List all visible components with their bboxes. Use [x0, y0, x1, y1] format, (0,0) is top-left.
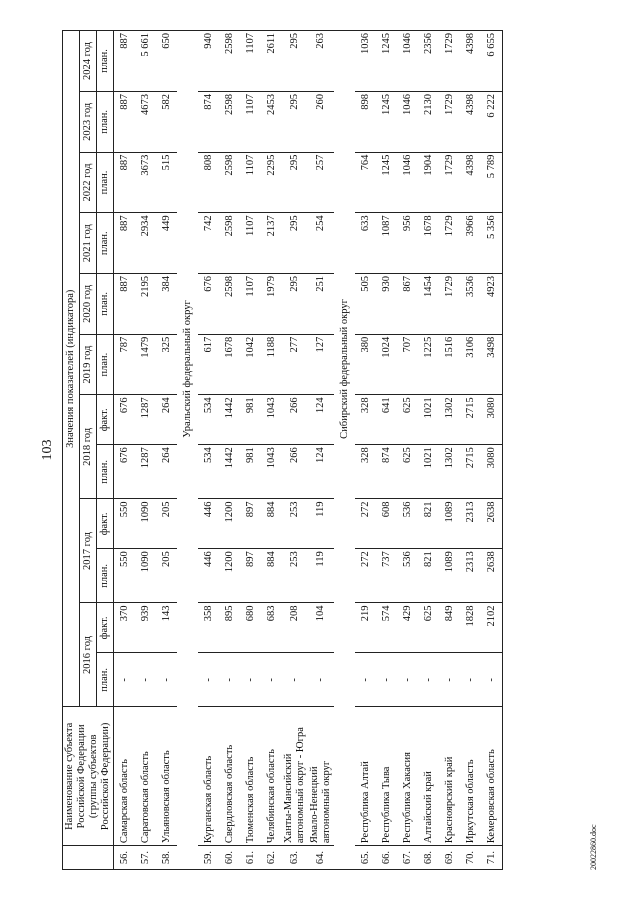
value-cell: 4398 [460, 91, 481, 152]
value-cell: 887 [114, 152, 136, 213]
subject-name: Ханты-Мансийский автономный округ - Югра [282, 707, 308, 846]
value-cell: 1200 [219, 549, 240, 603]
value-cell: - [418, 653, 439, 707]
value-cell: 3966 [460, 213, 481, 274]
value-cell: 742 [198, 213, 219, 274]
page-number: 103 [40, 439, 55, 461]
header-plan: план. [97, 91, 114, 152]
row-number: 69. [439, 846, 460, 870]
value-cell: 295 [282, 152, 308, 213]
value-cell: 127 [308, 334, 334, 395]
value-cell: 2102 [481, 603, 503, 653]
value-cell: 1287 [135, 445, 156, 499]
value-cell: 737 [376, 549, 397, 603]
value-cell: 676 [114, 395, 136, 445]
value-cell: 1043 [261, 445, 282, 499]
value-cell: 124 [308, 445, 334, 499]
value-cell: 676 [198, 274, 219, 335]
value-cell: 683 [261, 603, 282, 653]
value-cell: 897 [240, 499, 261, 549]
value-cell: 295 [282, 274, 308, 335]
value-cell: 1087 [376, 213, 397, 274]
value-cell: 1043 [261, 395, 282, 445]
value-cell: - [481, 653, 503, 707]
value-cell: 2934 [135, 213, 156, 274]
subject-name: Алтайский край [418, 707, 439, 846]
value-cell: 358 [198, 603, 219, 653]
table-row [397, 31, 418, 870]
value-cell: 2715 [460, 445, 481, 499]
header-indicator-values: Значения показателей (индикатора) [63, 31, 80, 707]
value-cell: 3080 [481, 395, 503, 445]
header-year: 2018 год [80, 395, 97, 499]
header-plan: план. [97, 274, 114, 335]
section-spacer [334, 707, 355, 870]
header-year: 2023 год [80, 91, 97, 152]
value-cell: 3536 [460, 274, 481, 335]
rotated-table-page [40, 30, 598, 870]
value-cell: 295 [282, 31, 308, 92]
value-cell: 887 [114, 274, 136, 335]
row-number: 57. [135, 846, 156, 870]
value-cell: 266 [282, 395, 308, 445]
header-year: 2021 год [80, 213, 97, 274]
value-cell: 1678 [418, 213, 439, 274]
value-cell: 956 [397, 213, 418, 274]
value-cell: 2638 [481, 549, 503, 603]
value-cell: 257 [308, 152, 334, 213]
value-cell: 887 [114, 213, 136, 274]
header-number [63, 846, 114, 870]
value-cell: 272 [355, 549, 376, 603]
value-cell: 1107 [240, 152, 261, 213]
value-cell: 1904 [418, 152, 439, 213]
value-cell: 1442 [219, 395, 240, 445]
value-cell: 119 [308, 499, 334, 549]
value-cell: 895 [219, 603, 240, 653]
row-number: 68. [418, 846, 439, 870]
value-cell: 821 [418, 549, 439, 603]
value-cell: 328 [355, 395, 376, 445]
header-year: 2022 год [80, 152, 97, 213]
value-cell: 1021 [418, 445, 439, 499]
value-cell: 104 [308, 603, 334, 653]
value-cell: 1516 [439, 334, 460, 395]
value-cell: - [282, 653, 308, 707]
header-plan: план. [97, 549, 114, 603]
subject-name: Тюменская область [240, 707, 261, 846]
value-cell: 1188 [261, 334, 282, 395]
value-cell: 328 [355, 445, 376, 499]
value-cell: 263 [308, 31, 334, 92]
value-cell: 1678 [219, 334, 240, 395]
section-row [334, 31, 355, 870]
value-cell: 2295 [261, 152, 282, 213]
value-cell: 2598 [219, 31, 240, 92]
value-cell: 898 [355, 91, 376, 152]
value-cell: 1107 [240, 31, 261, 92]
table-row [418, 31, 439, 870]
value-cell: 1200 [219, 499, 240, 549]
value-cell: 1729 [439, 213, 460, 274]
value-cell: 2638 [481, 499, 503, 549]
subject-name: Красноярский край [439, 707, 460, 846]
value-cell: 3498 [481, 334, 503, 395]
value-cell: 981 [240, 395, 261, 445]
value-cell: 1442 [219, 445, 240, 499]
value-cell: 808 [198, 152, 219, 213]
header-year: 2016 год [80, 603, 97, 707]
value-cell: - [308, 653, 334, 707]
row-number: 63. [282, 846, 308, 870]
value-cell: 1046 [397, 91, 418, 152]
value-cell: 295 [282, 213, 308, 274]
value-cell: 370 [114, 603, 136, 653]
value-cell: 264 [156, 395, 177, 445]
header-fact: факт. [97, 603, 114, 653]
value-cell: - [198, 653, 219, 707]
value-cell: 254 [308, 213, 334, 274]
value-cell: 1090 [135, 499, 156, 549]
header-year: 2017 год [80, 499, 97, 603]
row-number: 66. [376, 846, 397, 870]
value-cell: - [240, 653, 261, 707]
value-cell: 787 [114, 334, 136, 395]
value-cell: 5 356 [481, 213, 503, 274]
value-cell: 1828 [460, 603, 481, 653]
value-cell: 1107 [240, 91, 261, 152]
subject-name: Республика Хакасия [397, 707, 418, 846]
value-cell: - [261, 653, 282, 707]
row-number: 64. [308, 846, 334, 870]
row-number: 56. [114, 846, 136, 870]
header-plan: план. [97, 653, 114, 707]
value-cell: 2611 [261, 31, 282, 92]
header-plan: план. [97, 334, 114, 395]
subject-name: Кемеровская область [481, 707, 503, 846]
table-row [481, 31, 503, 870]
value-cell: 515 [156, 152, 177, 213]
value-cell: 5 661 [135, 31, 156, 92]
value-cell: 2195 [135, 274, 156, 335]
value-cell: 1089 [439, 499, 460, 549]
value-cell: 617 [198, 334, 219, 395]
value-cell: 625 [418, 603, 439, 653]
subject-name: Иркутская область [460, 707, 481, 846]
value-cell: 764 [355, 152, 376, 213]
value-cell: 143 [156, 603, 177, 653]
value-cell: 874 [376, 445, 397, 499]
value-cell: 6 655 [481, 31, 503, 92]
header-year: 2019 год [80, 334, 97, 395]
table-row [308, 31, 334, 870]
value-cell: 219 [355, 603, 376, 653]
value-cell: 550 [114, 549, 136, 603]
value-cell: 4398 [460, 31, 481, 92]
section-spacer [177, 707, 198, 870]
value-cell: 1225 [418, 334, 439, 395]
value-cell: 676 [114, 445, 136, 499]
subject-name: Саратовская область [135, 707, 156, 846]
value-cell: 1287 [135, 395, 156, 445]
value-cell: 1479 [135, 334, 156, 395]
value-cell: 119 [308, 549, 334, 603]
value-cell: - [135, 653, 156, 707]
value-cell: 3080 [481, 445, 503, 499]
row-number: 65. [355, 846, 376, 870]
row-number: 60. [219, 846, 240, 870]
value-cell: 2356 [418, 31, 439, 92]
row-number: 58. [156, 846, 177, 870]
value-cell: 124 [308, 395, 334, 445]
table-row [156, 31, 177, 870]
value-cell: 887 [114, 91, 136, 152]
value-cell: 1245 [376, 31, 397, 92]
subject-name: Самарская область [114, 707, 136, 846]
value-cell: 1729 [439, 274, 460, 335]
value-cell: 2137 [261, 213, 282, 274]
row-number: 70. [460, 846, 481, 870]
value-cell: 707 [397, 334, 418, 395]
value-cell: 625 [397, 445, 418, 499]
value-cell: 2130 [418, 91, 439, 152]
value-cell: 884 [261, 549, 282, 603]
value-cell: 940 [198, 31, 219, 92]
value-cell: 1024 [376, 334, 397, 395]
table-row [376, 31, 397, 870]
value-cell: 205 [156, 549, 177, 603]
value-cell: 4923 [481, 274, 503, 335]
value-cell: - [114, 653, 136, 707]
section-label: Сибирский федеральный округ [334, 31, 355, 707]
value-cell: 1729 [439, 91, 460, 152]
value-cell: 1107 [240, 213, 261, 274]
value-cell: 3106 [460, 334, 481, 395]
value-cell: 680 [240, 603, 261, 653]
subject-name: Ульяновская область [156, 707, 177, 846]
value-cell: 1245 [376, 152, 397, 213]
subject-name: Республика Алтай [355, 707, 376, 846]
value-cell: 1245 [376, 91, 397, 152]
value-cell: 266 [282, 445, 308, 499]
value-cell: 505 [355, 274, 376, 335]
value-cell: 874 [198, 91, 219, 152]
value-cell: 1021 [418, 395, 439, 445]
row-number: 67. [397, 846, 418, 870]
value-cell: - [460, 653, 481, 707]
value-cell: 633 [355, 213, 376, 274]
value-cell: 534 [198, 445, 219, 499]
value-cell: 981 [240, 445, 261, 499]
header-year: 2020 год [80, 274, 97, 335]
value-cell: - [397, 653, 418, 707]
value-cell: 295 [282, 91, 308, 152]
table-row [282, 31, 308, 870]
value-cell: 1046 [397, 152, 418, 213]
row-number: 62. [261, 846, 282, 870]
value-cell: 384 [156, 274, 177, 335]
table-row [460, 31, 481, 870]
value-cell: 1036 [355, 31, 376, 92]
table-row [198, 31, 219, 870]
value-cell: 253 [282, 549, 308, 603]
value-cell: 650 [156, 31, 177, 92]
value-cell: 1454 [418, 274, 439, 335]
value-cell: 821 [418, 499, 439, 549]
value-cell: 1089 [439, 549, 460, 603]
value-cell: 2598 [219, 152, 240, 213]
table-row [135, 31, 156, 870]
table-row [355, 31, 376, 870]
value-cell: 939 [135, 603, 156, 653]
value-cell: 1046 [397, 31, 418, 92]
value-cell: 1979 [261, 274, 282, 335]
header-plan: план. [97, 213, 114, 274]
value-cell: 380 [355, 334, 376, 395]
header-plan: план. [97, 31, 114, 92]
value-cell: 205 [156, 499, 177, 549]
header-fact: факт. [97, 499, 114, 549]
value-cell: 2453 [261, 91, 282, 152]
section-label: Уральский федеральный округ [177, 31, 198, 707]
value-cell: 1729 [439, 152, 460, 213]
value-cell: 849 [439, 603, 460, 653]
value-cell: 897 [240, 549, 261, 603]
header-fact: факт. [97, 395, 114, 445]
value-cell: 2598 [219, 91, 240, 152]
table-row [219, 31, 240, 870]
subject-name: Курганская область [198, 707, 219, 846]
value-cell: 582 [156, 91, 177, 152]
value-cell: 3673 [135, 152, 156, 213]
value-cell: 534 [198, 395, 219, 445]
table-body [114, 31, 503, 870]
value-cell: 1729 [439, 31, 460, 92]
value-cell: 253 [282, 499, 308, 549]
value-cell: 536 [397, 499, 418, 549]
subject-name: Республика Тыва [376, 707, 397, 846]
value-cell: 277 [282, 334, 308, 395]
value-cell: 2313 [460, 549, 481, 603]
header-plan: план. [97, 445, 114, 499]
value-cell: - [376, 653, 397, 707]
value-cell: - [439, 653, 460, 707]
value-cell: 264 [156, 445, 177, 499]
value-cell: 5 789 [481, 152, 503, 213]
value-cell: 887 [114, 31, 136, 92]
value-cell: 2313 [460, 499, 481, 549]
table-row [261, 31, 282, 870]
header-subject-name: Наименование субъекта Российской Федерации (группы субъектов Российской Федерации) [63, 707, 114, 846]
value-cell: 2715 [460, 395, 481, 445]
value-cell: 884 [261, 499, 282, 549]
value-cell: - [156, 653, 177, 707]
section-row [177, 31, 198, 870]
subject-name: Свердловская область [219, 707, 240, 846]
value-cell: 251 [308, 274, 334, 335]
value-cell: 641 [376, 395, 397, 445]
table-row [439, 31, 460, 870]
value-cell: 625 [397, 395, 418, 445]
footer-filename: 20022860.doc [589, 824, 598, 870]
value-cell: 325 [156, 334, 177, 395]
header-year: 2024 год [80, 31, 97, 92]
row-number: 71. [481, 846, 503, 870]
value-cell: 1302 [439, 395, 460, 445]
value-cell: - [355, 653, 376, 707]
value-cell: 1107 [240, 274, 261, 335]
header-plan: план. [97, 152, 114, 213]
value-cell: 550 [114, 499, 136, 549]
value-cell: 2598 [219, 213, 240, 274]
value-cell: 608 [376, 499, 397, 549]
row-number: 59. [198, 846, 219, 870]
value-cell: 6 222 [481, 91, 503, 152]
table-row [240, 31, 261, 870]
value-cell: 446 [198, 549, 219, 603]
subject-name: Челябинская область [261, 707, 282, 846]
value-cell: 4673 [135, 91, 156, 152]
value-cell: 574 [376, 603, 397, 653]
value-cell: - [219, 653, 240, 707]
value-cell: 536 [397, 549, 418, 603]
value-cell: 429 [397, 603, 418, 653]
indicators-table [62, 30, 503, 870]
value-cell: 930 [376, 274, 397, 335]
value-cell: 1302 [439, 445, 460, 499]
table-row [114, 31, 136, 870]
value-cell: 4398 [460, 152, 481, 213]
subject-name: Ямало-Ненецкий автономный округ [308, 707, 334, 846]
value-cell: 446 [198, 499, 219, 549]
value-cell: 867 [397, 274, 418, 335]
row-number: 61. [240, 846, 261, 870]
value-cell: 2598 [219, 274, 240, 335]
value-cell: 1042 [240, 334, 261, 395]
value-cell: 449 [156, 213, 177, 274]
value-cell: 1090 [135, 549, 156, 603]
value-cell: 260 [308, 91, 334, 152]
value-cell: 272 [355, 499, 376, 549]
value-cell: 208 [282, 603, 308, 653]
